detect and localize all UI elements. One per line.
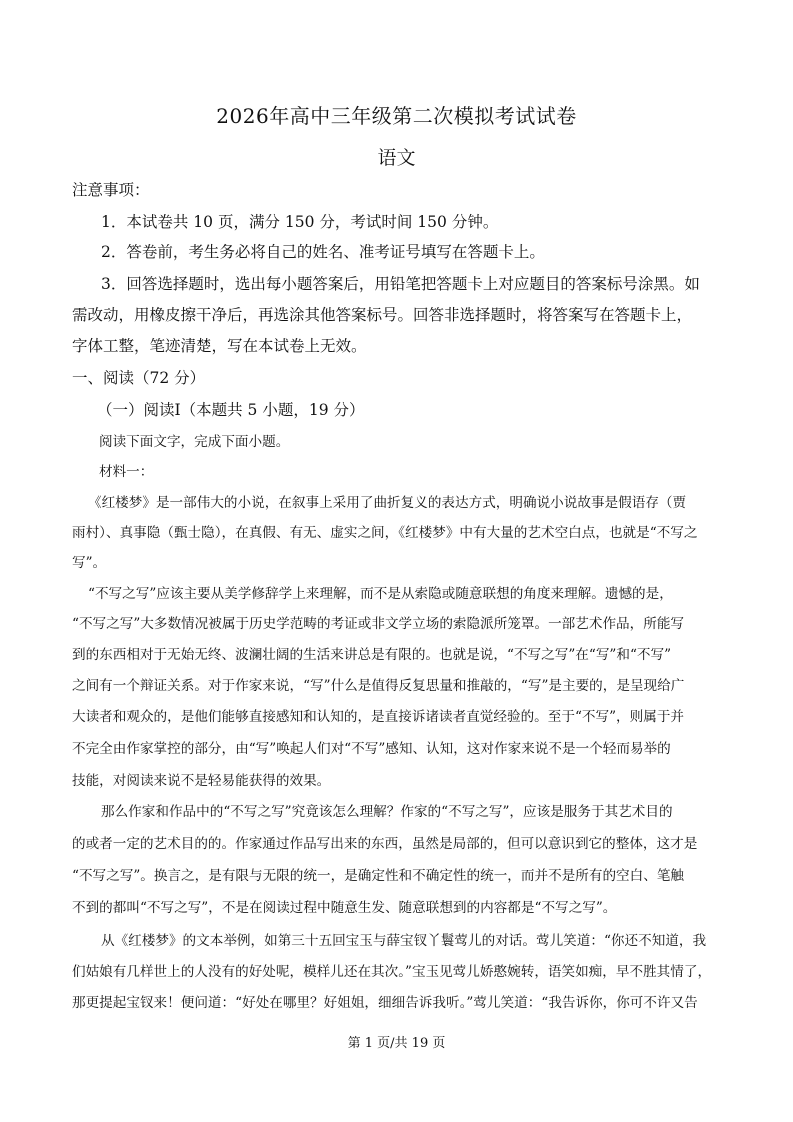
- passage-line: “不写之写”应该主要从美学修辞学上来理解，而不是从索隐或随意联想的角度来理解。遗憾的是，: [88, 586, 673, 602]
- passage-line: 大读者和观众的，是他们能够直接感知和认知的，是直接诉诸读者直觉经验的。至于“不写”，则属于并: [72, 709, 685, 725]
- notice-line-3: 3．回答选择题时，选出每小题答案后，用铅笔把答题卡上对应题目的答案标号涂黑。如: [101, 275, 700, 293]
- passage-line: “不写之写”。换言之，是有限与无限的统一，是确定性和不确定性的统一，而并不是所有的空白、笔触: [72, 868, 685, 884]
- passage-line: 不完全由作家掌控的部分，由“写”唤起人们对“不写”感知、认知，这对作家来说不是一个轻而易举的: [72, 741, 671, 757]
- passage-line: 那更提起宝钗来！便问道：“好处在哪里？好姐姐，细细告诉我听。”莺儿笑道：“我告诉你，你可不许又告: [72, 995, 698, 1011]
- passage-line: “不写之写”大多数情况被属于历史学范畴的考证或非文学立场的索隐派所笼罩。一部艺术作品，所能写: [72, 616, 685, 632]
- passage-line: 从《红楼梦》的文本举例，如第三十五回宝玉与薛宝钗丫鬟莺儿的对话。莺儿笑道：“你还不知道，我: [101, 933, 707, 949]
- passage-line: 的或者一定的艺术目的的。作家通过作品写出来的东西，虽然是局部的，但可以意识到它的整体，这才是: [72, 836, 698, 852]
- notice-line-4: 需改动，用橡皮擦干净后，再选涂其他答案标号。回答非选择题时，将答案写在答题卡上，: [72, 306, 693, 324]
- material-label: 材料一：: [99, 464, 154, 480]
- notice-line-1: 1．本试卷共 10 页，满分 150 分，考试时间 150 分钟。: [101, 213, 499, 231]
- passage-line: 《红楼梦》是一部伟大的小说，在叙事上采用了曲折复义的表达方式，明确说小说故事是假语存（贾: [88, 495, 687, 511]
- passage-line: 技能，对阅读来说不是轻易能获得的效果。: [72, 773, 331, 789]
- notice-line-5: 字体工整，笔迹清楚，写在本试卷上无效。: [72, 337, 367, 355]
- passage-line: 那么作家和作品中的“不写之写”究竟该怎么理解？作家的“不写之写”，应该是服务于其艺术目的: [101, 804, 673, 820]
- section-subheading: （一）阅读Ⅰ（本题共 5 小题，19 分）: [97, 401, 365, 419]
- page-number-footer: 第 1 页/共 19 页: [347, 1036, 446, 1051]
- reading-instruction: 阅读下面文字，完成下面小题。: [99, 434, 290, 450]
- subject-title: 语文: [377, 147, 416, 169]
- passage-line: 写”。: [72, 555, 107, 571]
- passage-line: 雨村）、真事隐（甄士隐），在真假、有无、虚实之间，《红楼梦》中有大量的艺术空白点，也就是“不写之: [72, 525, 698, 541]
- passage-line: 们姑娘有几样世上的人没有的好处呢，模样儿还在其次。”宝玉见莺儿娇憨婉转，语笑如痴，早不胜其情了，: [72, 964, 712, 980]
- section-heading: 一、阅读（72 分）: [72, 369, 206, 387]
- notice-heading: 注意事项：: [72, 181, 150, 199]
- passage-line: 不到的都叫“不写之写”，不是在阅读过程中随意生发、随意联想到的内容都是“不写之写”。: [72, 900, 617, 916]
- exam-title: 2026年高中三年级第二次模拟考试试卷: [216, 104, 577, 128]
- passage-line: 之间有一个辩证关系。对于作家来说，“写”什么是值得反复思量和推敲的，“写”是主要的，是呈现给广: [72, 678, 685, 694]
- passage-line: 到的东西相对于无始无终、波澜壮阔的生活来讲总是有限的。也就是说，“不写之写”在“写”和“不写”: [72, 647, 672, 663]
- notice-line-2: 2．答卷前，考生务必将自己的姓名、准考证号填写在答题卡上。: [101, 243, 545, 261]
